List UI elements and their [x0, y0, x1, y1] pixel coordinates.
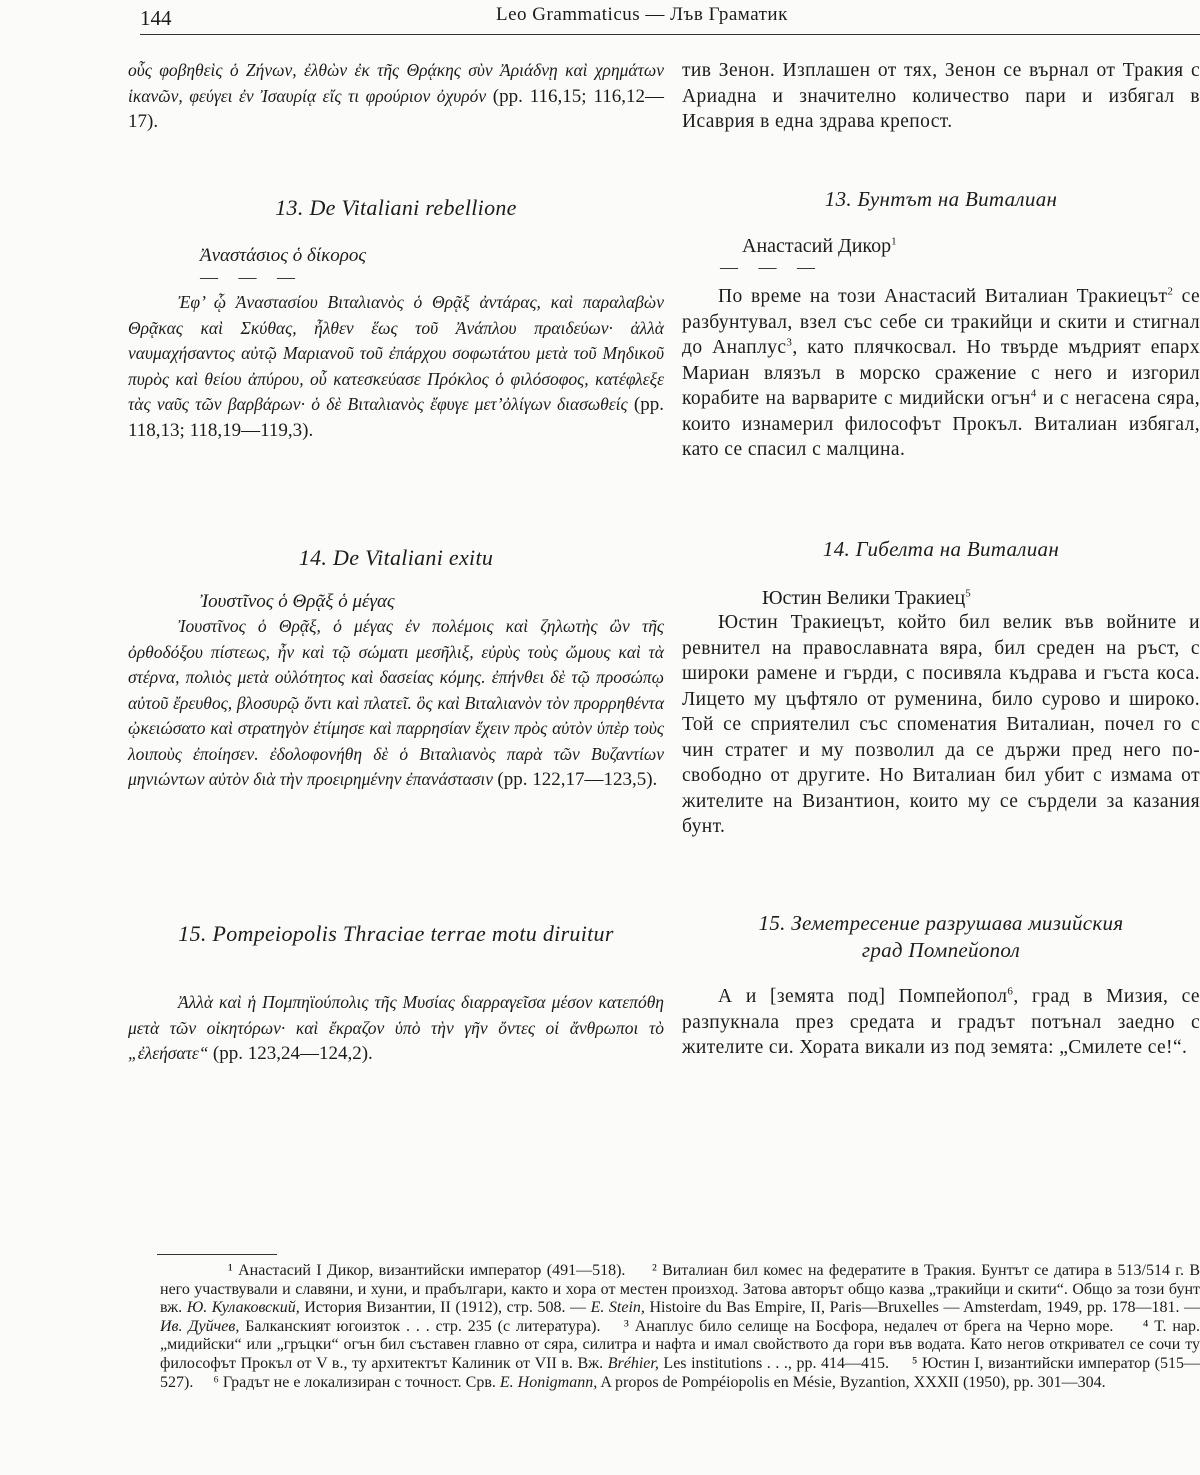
section-15-greek-text: Ἀλλὰ καὶ ἡ Πομπηϊούπολις τῆς Μυσίας διαρραγεῖσα μέσον κατεπόθη μετὰ τῶν οἰκητόρων· καὶ ἔκραζον ὑπὸ τὴν γῆν ὄντες οἱ ἄνθρωποι τὸ „ἐλεήσατε“ [128, 992, 664, 1063]
footnote-ref-3: 3 [786, 336, 793, 349]
section-15-bg-title-1: 15. Земетресение разрушава мизийския [758, 911, 1124, 935]
section-13-dash: — — — [200, 267, 303, 287]
footnote-6: ⁶ Градът не е локализиран с точност. Срв. E. Honigmann, A propos de Pompéiopolis en Mésie, Byzantion, XXXII (1950), pp. 301—304. [213, 1373, 1106, 1391]
section-15-bg-title-2: град Помпейопол [861, 938, 1021, 962]
section-13-bg-subtitle: Анастасий Дикор$^1$ [742, 235, 897, 257]
section-13-bg-head [682, 232, 1200, 277]
footnote-1: ¹ Анастасий I Дикор, византийски император (491—518). [228, 1262, 626, 1279]
section-15-bg-text: А и [земята под] Помпейопол$^6$, град в Мизия, се разпукнала през средата и градът потънал заедно с жителите си. Хората викали из под земята: „Смилете се!“. [682, 985, 1200, 1058]
section-14-latin [128, 544, 664, 571]
footnote-5: ⁵ Юстин I, византийски император (515—527). [160, 1354, 1200, 1391]
footnotes [160, 1262, 1200, 1392]
section-15-title: 15. Pompeiopolis Thraciae terrae motu diruitur [178, 921, 614, 946]
section-14-subtitle: Ἰουστῖνος ὁ Θρᾷξ ὁ μέγας [200, 591, 395, 612]
running-header [140, 4, 1200, 35]
footnote-separator [157, 1254, 277, 1255]
section-14-greek [128, 614, 664, 793]
running-title: Leo Grammaticus — Лъв Граматик [496, 4, 788, 25]
section-13-title: 13. De Vitaliani rebellione [275, 195, 517, 220]
footnote-ref-2: 2 [1167, 285, 1174, 298]
section-13-greek [128, 290, 664, 443]
section-13-bg-title: 13. Бунтът на Виталиан [824, 187, 1058, 211]
footnotes-text [160, 1262, 1200, 1392]
section-15-latin [128, 920, 664, 947]
footnote-4: ⁴ Т. нар. „мидийски“ или „гръцки“ огън бил съставен главно от сяра, силитра и нафта и имал свойството да гори във водата. Като негов откривател се сочи ту философът Прокъл от V в., ту архитектът Калиник от VII в. Вж. Bréhier, Les institutions . . ., pp. 414—415. [160, 1317, 1200, 1372]
section-13-greek-head [128, 242, 664, 287]
section-15-greek [128, 990, 664, 1067]
section-14-bg-text: Юстин Тракиецът, който бил велик във войните и ревнител на православната вяра, бил среден на ръст, с широки рамене и гърди, с посивяла къдрава и гъста коса. Лицето му цъфтяло от руменина, било сурово и широко. Той се сприятелил със споменатия Виталиан, почел го с чин стратег и му позволил да се държи пред него по-свободно от другите. Но Виталиан бил убит с измама от жителите на Византион, които му се сърдели за казания бунт. [682, 612, 1200, 837]
greek-intro-ref: (pp. 116,15; 116,12—17). [128, 85, 665, 132]
footnote-2: ² Виталиан бил комес на федератите в Тракия. Бунтът се датира в 513/514 г. В него участвували и славяни, и хуни, и прабългари, както и хора от местен произход. Затова авторът общо казва „тракийци и скити“. Общо за този бунт вж. Ю. Кулаковский, История Византии, II (1912), стр. 508. — E. Stein, Histoire du Bas Empire, II, Paris—Bruxelles — Amsterdam, 1949, pp. 178—181. — Ив. Дуйчев, Балканският югоизток . . . стр. 235 (с литература). [160, 1262, 1200, 1335]
section-13-greek-text: Ἐφ’ ᾧ Ἀναστασίου Βιταλιανὸς ὁ Θρᾷξ ἀντάρας, καὶ παραλαβὼν Θρᾷκας καὶ Σκύθας, ἦλθεν ἕως τοῦ Ἀνάπλου πραιδεύων· ἀλλὰ ναυμαχήσαντος αὐτῷ Μαριανοῦ τοῦ ἐπάρχου σοφωτάτου μετὰ τοῦ Μηδικοῦ πυρὸς καὶ θείου ἀπύρου, οὗ κατεσκεύασε Πρόκλος ὁ φιλόσοφος, κατέφλεξε τὰς ναῦς τῶν βαρβάρων· ὁ δὲ Βιταλιανὸς ἔφυγε μετ’ὀλίγων διασωθείς [128, 292, 664, 414]
section-14-bg-head [682, 584, 1200, 612]
section-14-bg-title: 14. Гибелта на Виталиан [822, 537, 1060, 561]
section-14-bg [682, 536, 1200, 563]
section-15-greek-ref: (pp. 123,24—124,2). [212, 1043, 373, 1064]
section-13-bg-text: По време на този Анастасий Виталиан Тракиецът$^2$ се разбунтувал, взел със себе си тракийци и скити и стигнал до Анаплус$^3$, като плячкосвал. Но твърде мъдрият епарх Мариан влязъл в морско сражение с него и изгорил корабите на варварите с мидийски огън$^4$ и с негасена сяра, които изнамерил философът Прокъл. Виталиан избягал, като се спасил с малцина. [682, 285, 1200, 460]
section-14-bg-subtitle: Юстин Велики Тракиец$^5$ [762, 587, 971, 609]
greek-intro [128, 58, 664, 135]
footnote-3: ³ Анаплус било селище на Босфора, недалеч от брега на Черно море. [624, 1317, 1114, 1335]
section-13-greek-ref: (pp. 118,13; 118,19—119,3). [128, 394, 664, 441]
section-15-bg [682, 910, 1200, 964]
section-13-subtitle: Ἀναστάσιος ὁ δίκορος [200, 245, 367, 266]
greek-intro-text: οὗς φοβηθεὶς ὁ Ζήνων, ἐλθὼν ἐκ τῆς Θρᾴκης σὺν Ἀριάδνῃ καὶ χρημάτων ἱκανῶν, φεύγει ἐν Ἰσαυρίᾳ εἴς τι φρούριον ὀχυρόν [128, 60, 664, 106]
page-number: 144 [140, 6, 172, 30]
section-14-title: 14. De Vitaliani exitu [298, 545, 494, 570]
bulgarian-intro: тив Зенон. Изплашен от тях, Зенон се върнал от Тракия с Ариадна и значително количество пари и избягал в Исаврия в една здрава крепост. [682, 60, 1200, 132]
section-13-latin [128, 194, 664, 221]
section-13-bg-dash: — — — [720, 257, 823, 277]
section-13-bg [682, 186, 1200, 213]
section-14-greek-ref: (pp. 122,17—123,5). [497, 769, 658, 790]
footnote-ref-6: 6 [1007, 985, 1014, 998]
section-14-greek-head [128, 588, 664, 616]
footnote-ref-4: 4 [1030, 387, 1037, 400]
section-14-greek-text: Ἰουστῖνος ὁ Θρᾷξ, ὁ μέγας ἐν πολέμοις καὶ ζηλωτὴς ὢν τῆς ὀρθοδόξου πίστεως, ἦν καὶ τῷ σώματι μεσῆλιξ, εὐρὺς τοὺς ὤμους καὶ τὰ στέρνα, πολιὸς μετὰ οὐλότητος καὶ δασείας κόμης. ἐπήνθει δὲ τῷ προσώπῳ αὐτοῦ ἔρευθος, βλοσυρῷ ὄντι καὶ πλατεῖ. ὃς καὶ Βιταλιανὸν τὸν προρρηθέντα ᾠκειώσατο καὶ στρατηγὸν ἐτίμησε καὶ παρρησίαν ἔχειν πρὸς αὐτὸν ὑπὲρ τοὺς λοιποὺς ἐποίησεν. ἐδολοφονήθη δὲ ὁ Βιταλιανὸς παρὰ τῶν Βυζαντίων μηνιώντων αὐτὸν διὰ τὴν προειρημένην ἐπανάστασιν [128, 616, 664, 789]
